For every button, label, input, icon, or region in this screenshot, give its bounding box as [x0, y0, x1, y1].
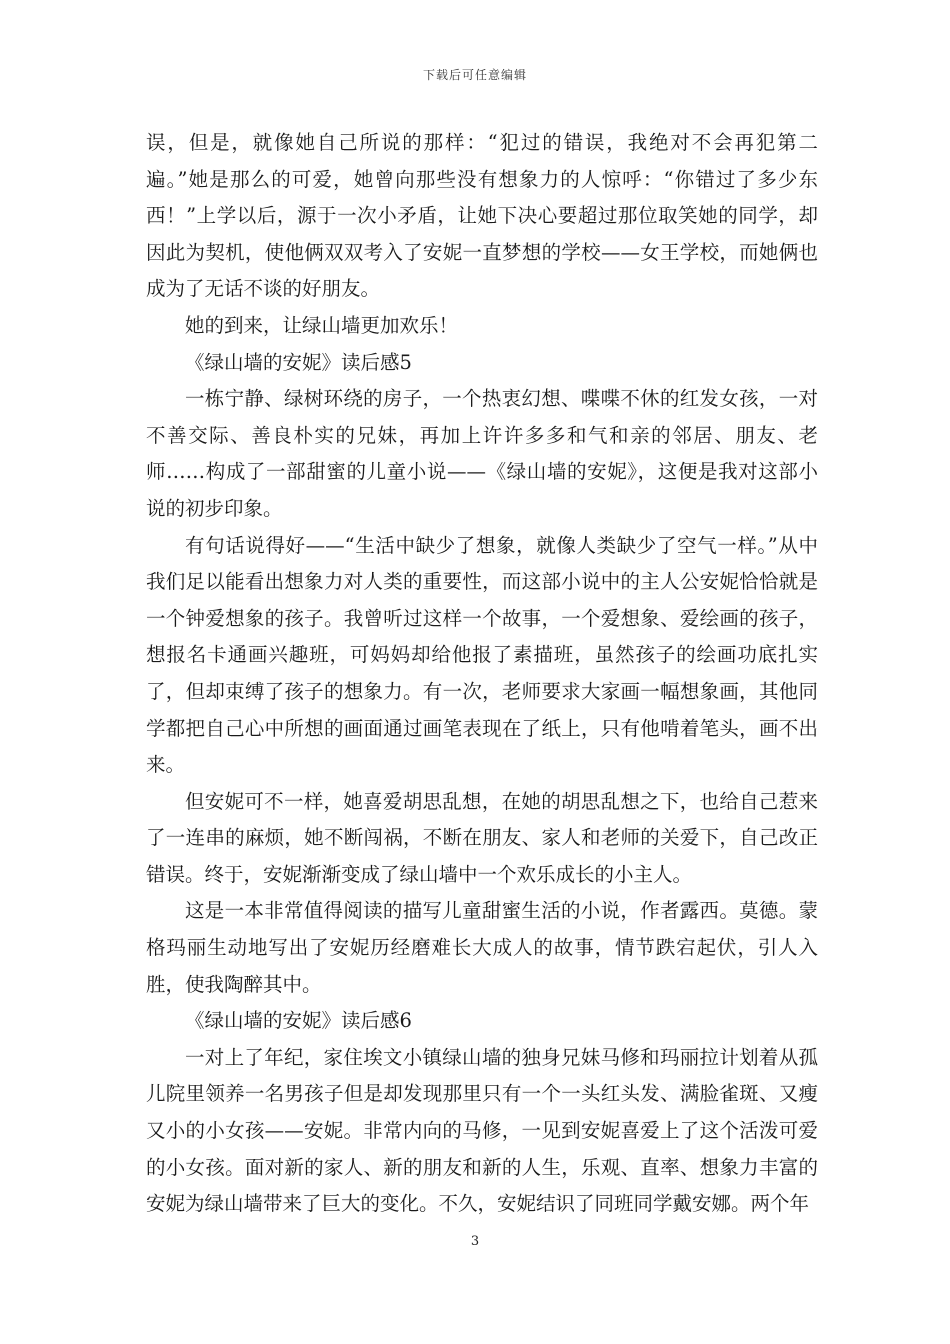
paragraph-continued: 误，但是，就像她自己所说的那样：“犯过的错误，我绝对不会再犯第二遍。”她是那么的可爱，她曾向那些没有想象力的人惊呼：“你错过了多少东西！”上学以后，源于一次小矛盾，让她下决心要超过那位取笑她的同学，却因此为契机，使他俩双双考入了安妮一直梦想的学校——女王学校，而她俩也成为了无话不谈的好朋友。	[146, 131, 818, 301]
page-number: 3	[470, 1234, 480, 1249]
document-body	[146, 125, 818, 1223]
paragraph: 一栋宁静、绿树环绕的房子，一个热衷幻想、喋喋不休的红发女孩，一对不善交际、善良朴实的兄妹，再加上许许多多和气和亲的邻居、朋友、老师……构成了一部甜蜜的儿童小说——《绿山墙的安妮》，这便是我对这部小说的初步印象。	[146, 387, 818, 520]
paragraph: 一对上了年纪，家住埃文小镇绿山墙的独身兄妹马修和玛丽拉计划着从孤儿院里领养一名男孩子但是却发现那里只有一个一头红头发、满脸雀斑、又瘦又小的小女孩——安妮。非常内向的马修，一见到安妮喜爱上了这个活泼可爱的小女孩。面对新的家人、新的朋友和新的人生，乐观、直率、想象力丰富的安妮为绿山墙带来了巨大的变化。不久，安妮结识了同班同学戴安娜。两个年	[146, 1045, 818, 1216]
paragraph: 有句话说得好——“生活中缺少了想象，就像人类缺少了空气一样。”从中我们足以能看出想象力对人类的重要性，而这部小说中的主人公安妮恰恰就是一个钟爱想象的孩子。我曾听过这样一个故事，一个爱想象、爱绘画的孩子，想报名卡通画兴趣班，可妈妈却给他报了素描班，虽然孩子的绘画功底扎实了，但却束缚了孩子的想象力。有一次，老师要求大家画一幅想象画，其他同学都把自己心中所想的画面通过画笔表现在了纸上，只有他啃着笔头，画不出来。	[146, 533, 818, 777]
paragraph: 她的到来，让绿山墙更加欢乐！	[185, 313, 459, 337]
page-header: 下载后可任意编辑	[422, 68, 527, 82]
paragraph: 但安妮可不一样，她喜爱胡思乱想，在她的胡思乱想之下，也给自己惹来了一连串的麻烦，她不断闯祸，不断在朋友、家人和老师的关爱下，自己改正错误。终于，安妮渐渐变成了绿山墙中一个欢乐成长的小主人。	[146, 789, 818, 886]
paragraph: 这是一本非常值得阅读的描写儿童甜蜜生活的小说，作者露西。莫德。蒙格玛丽生动地写出了安妮历经磨难长大成人的故事，情节跌宕起伏，引人入胜，使我陶醉其中。	[146, 899, 818, 996]
section-heading: 《绿山墙的安妮》读后感5	[185, 350, 412, 374]
section-heading: 《绿山墙的安妮》读后感6	[185, 1009, 412, 1033]
